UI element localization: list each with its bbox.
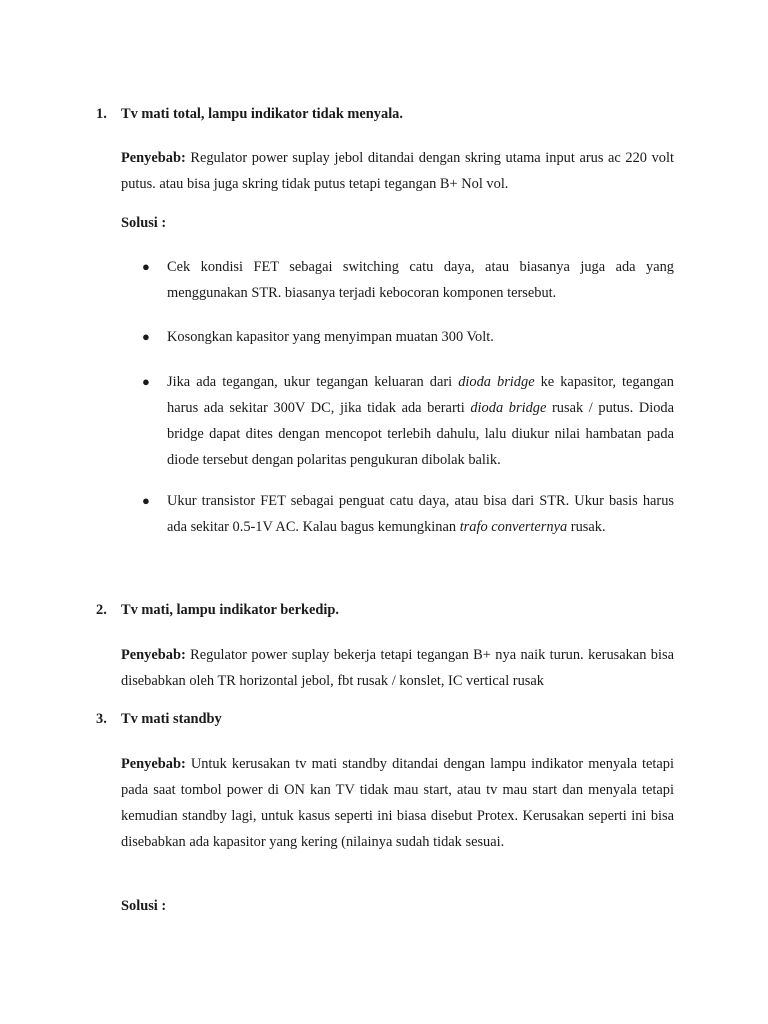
section-3-cause: [121, 751, 674, 855]
bullet-text-part: rusak.: [567, 519, 606, 535]
section-3-heading: [96, 711, 222, 728]
bullet-text-italic: trafo converternya: [459, 519, 568, 535]
section-number: 1.: [96, 106, 107, 122]
section-2-heading: [96, 602, 339, 619]
bullet-text-part: ke kapasitor, tegangan harus ada sekitar 300V DC, jika tidak ada berarti: [167, 374, 674, 416]
bullet-text-part: rusak / putus. Dioda bridge dapat dites dengan mencopot terlebih dahulu, lalu diukur nilai hambatan pada diode tersebut dengan polaritas pengukuran dibolak balik.: [167, 400, 674, 468]
bullet-icon: ●: [142, 493, 150, 508]
bullet-text-italic: dioda bridge: [470, 400, 547, 416]
cause-label: Penyebab:: [121, 150, 186, 166]
section-number: 3.: [96, 711, 107, 727]
bullet-text-italic: dioda bridge: [458, 374, 535, 390]
section-title: Tv mati total, lampu indikator tidak menyala.: [121, 106, 403, 122]
bullet-item-3: [167, 369, 674, 473]
cause-text: Untuk kerusakan tv mati standby ditandai dengan lampu indikator menyala tetapi pada saat tombol power di ON kan TV tidak mau start, atau tv mau start dan menyala tetapi kemudian standby lagi, untuk kasus seperti ini biasa disebut Protex. Kerusakan seperti ini bisa disebabkan ada kapasitor yang kering (nilainya sudah tidak sesuai.: [121, 756, 674, 850]
bullet-icon: ●: [142, 329, 150, 344]
bullet-text-part: Ukur transistor FET sebagai penguat catu daya, atau bisa dari STR. Ukur basis harus ada sekitar 0.5-1V AC. Kalau bagus kemungkinan: [167, 493, 674, 535]
section-title: Tv mati, lampu indikator berkedip.: [121, 602, 340, 618]
section-3-solution-label: Solusi :: [121, 898, 167, 914]
bullet-item-2: Kosongkan kapasitor yang menyimpan muatan 300 Volt.: [167, 329, 494, 345]
section-1-heading: [96, 106, 403, 123]
cause-label: Penyebab:: [121, 647, 186, 663]
section-1-solution-label: Solusi :: [121, 215, 167, 231]
section-number: 2.: [96, 602, 107, 618]
bullet-text-part: Jika ada tegangan, ukur tegangan keluaran dari: [167, 374, 459, 390]
cause-label: Penyebab:: [121, 756, 186, 772]
bullet-icon: ●: [142, 374, 150, 389]
bullet-item-1: Cek kondisi FET sebagai switching catu daya, atau biasanya juga ada yang menggunakan STR. biasanya terjadi kebocoran komponen tersebut.: [167, 259, 674, 301]
section-1-cause: [121, 145, 674, 197]
cause-text: Regulator power suplay jebol ditandai dengan skring utama input arus ac 220 volt putus. atau bisa juga skring tidak putus tetapi tegangan B+ Nol vol.: [121, 150, 674, 192]
section-2-cause: [121, 642, 674, 694]
cause-text: Regulator power suplay bekerja tetapi tegangan B+ nya naik turun. kerusakan bisa disebabkan oleh TR horizontal jebol, fbt rusak / konslet, IC vertical rusak: [121, 647, 674, 689]
bullet-icon: ●: [142, 259, 150, 274]
section-title: Tv mati standby: [121, 711, 222, 727]
bullet-item-4: [167, 488, 674, 540]
